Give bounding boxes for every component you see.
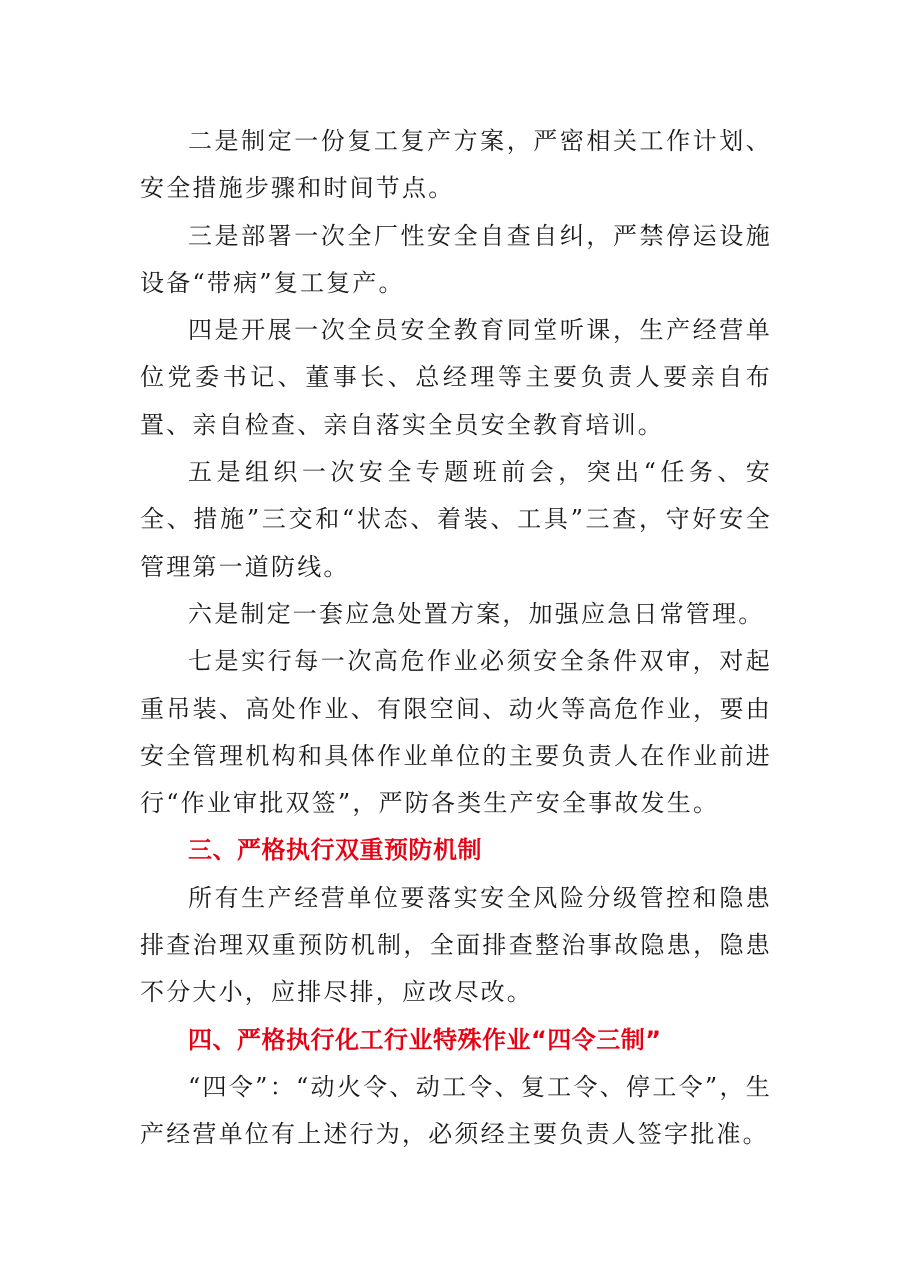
paragraph-four-orders: “四令”：“动火令、动工令、复工令、停工令”，生产经营单位有上述行为，必须经主要负责人签字批准。 (140, 1072, 772, 1149)
paragraph-safety-education: 四是开展一次全员安全教育同堂听课，生产经营单位党委书记、董事长、总经理等主要负责人要亲自布置、亲自检查、亲自落实全员安全教育培训。 (140, 316, 772, 439)
paragraph-resume-plan: 二是制定一份复工复产方案，严密相关工作计划、安全措施步骤和时间节点。 (140, 127, 772, 203)
section-heading-special-operations: 四、严格执行化工行业特殊作业“四令三制” (188, 1025, 662, 1054)
section-heading-dual-prevention: 三、严格执行双重预防机制 (188, 836, 482, 865)
paragraph-dual-prevention: 所有生产经营单位要落实安全风险分级管控和隐患排查治理双重预防机制，全面排查整治事故隐患，隐患不分大小，应排尽排，应改尽改。 (140, 883, 772, 1007)
paragraph-emergency-plan: 六是制定一套应急处置方案，加强应急日常管理。 (188, 599, 765, 628)
paragraph-self-inspection: 三是部署一次全厂性安全自查自纠，严禁停运设施设备“带病”复工复产。 (140, 221, 772, 297)
paragraph-shift-meeting: 五是组织一次安全专题班前会，突出“任务、安全、措施”三交和“状态、着装、工具”三查，守好安全管理第一道防线。 (140, 458, 772, 581)
paragraph-high-risk-work: 七是实行每一次高危作业必须安全条件双审，对起重吊装、高处作业、有限空间、动火等高危作业，要由安全管理机构和具体作业单位的主要负责人在作业前进行“作业审批双签”，严防各类生产安全事故发生。 (140, 647, 772, 818)
document-body (140, 118, 772, 1159)
